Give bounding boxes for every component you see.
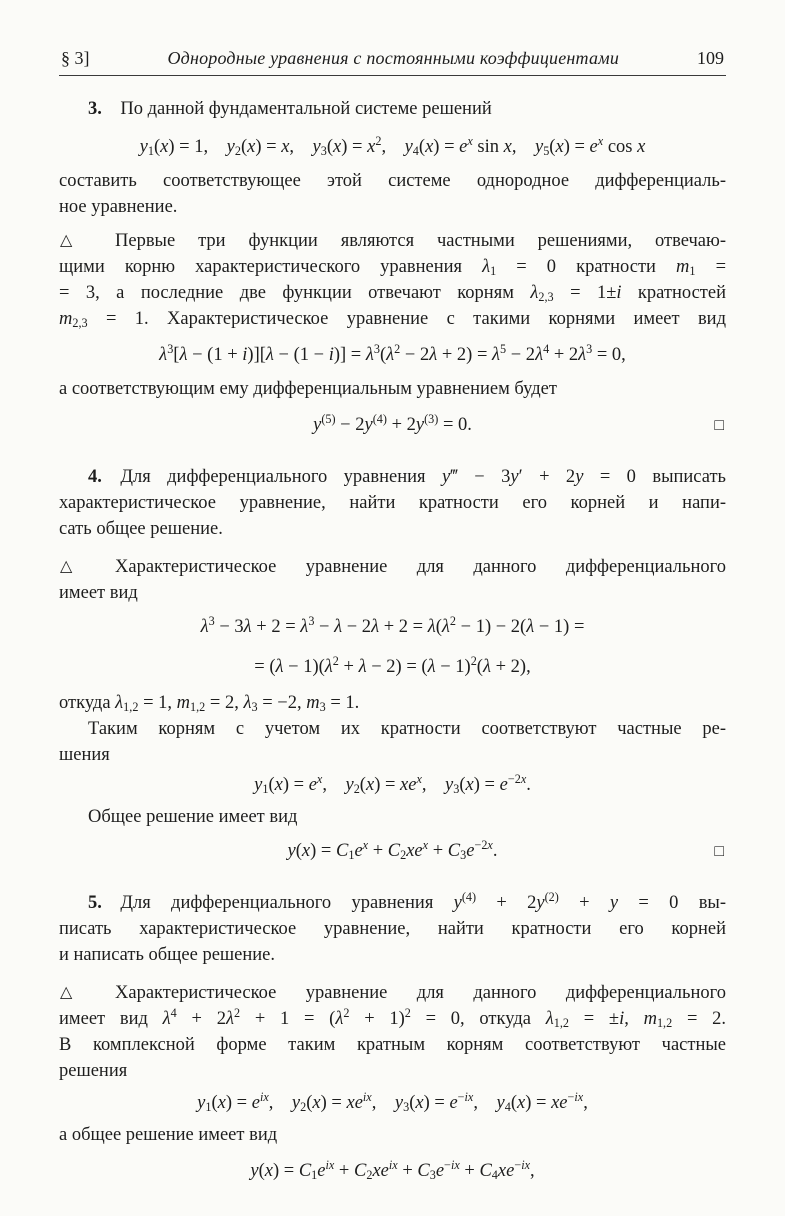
section-mark: § 3] xyxy=(61,48,90,68)
ode-equation-3: $y^{(5)} - 2y^{(4)} + 2y^{(3)} = 0$. xyxy=(313,412,472,435)
solution-start-icon: △ xyxy=(60,232,73,249)
particular-solutions-5: $y_1(x) = e^{ix}$, $y_2(x) = xe^{ix}$, $y_3(x) = e^{-ix}$, $y_4(x) = xe^{-ix}$, xyxy=(197,1090,588,1114)
solution-3-text: Первые три функции являются частными решениями, отвечаю- щими корню характеристического уравнения $\lambda_1 = 0$ кратности $m_1$ = = 3, а последние две функции отвечают корням $\lambda_{2,3} = 1\pm i$ кратностей $m_{2,3} = 1$. Характеристическое уравнение с такими корнями имеет вид xyxy=(59,231,726,330)
characteristic-equation-3: $\lambda^3[\lambda - (1 + i)][\lambda - (1 - i)] = \lambda^3(\lambda^2 - 2\lambda + 2) = \lambda^5 - 2\lambda^4 + 2\lambda^3 = 0$, xyxy=(159,342,626,365)
fundamental-system-equation: $y_1(x) = 1$, $y_2(x) = x$, $y_3(x) = x^2$, $y_4(x) = e^x$ sin x, $y_5(x) = e^x$ cos x xyxy=(139,134,646,158)
formula-fundamental-system xyxy=(59,134,726,160)
solution-4-intro-text: Характеристическое уравнение для данного дифференциального имеет вид xyxy=(59,557,726,603)
qed-icon: □ xyxy=(714,417,724,434)
solution-4-roots xyxy=(59,690,726,716)
solution-5-general-intro-text: а общее решение имеет вид xyxy=(59,1125,278,1145)
page-number: 109 xyxy=(697,48,724,68)
particular-solutions-4: $y_1(x) = e^x$, $y_2(x) = xe^x$, $y_3(x) = e^{-2x}$. xyxy=(254,772,531,796)
problem-3-statement-end xyxy=(59,168,726,220)
formula-characteristic-3 xyxy=(59,342,726,368)
problem-number: 5. xyxy=(88,893,102,913)
solution-start-icon: △ xyxy=(60,984,73,1001)
solution-3-ode-intro xyxy=(59,376,726,402)
formula-char-4-line-2 xyxy=(59,654,726,680)
solution-4-roots-text: откуда $\lambda_{1,2} = 1$, $m_{1,2} = 2$, $\lambda_3 = -2$, $m_3 = 1$. xyxy=(59,693,360,714)
problem-3-statement-text: 3. По данной фундаментальной системе решений xyxy=(88,99,492,119)
solution-3 xyxy=(59,228,726,332)
problem-5-statement-text: 5. Для дифференциального уравнения $y^{(4)} + 2y^{(2)} + y = 0$ вы- писать характеристическое уравнение, найти кратности его корней и написать общее решение. xyxy=(59,890,727,965)
solution-5-general-intro xyxy=(59,1122,726,1148)
characteristic-equation-4-line-2: = $(\lambda - 1)(\lambda^2 + \lambda - 2) = (\lambda - 1)^2(\lambda + 2)$, xyxy=(254,654,531,677)
problem-4-statement xyxy=(59,464,726,542)
qed-icon: □ xyxy=(714,843,724,860)
general-solution-4: $y(x) = C_1e^x + C_2xe^x + C_3e^{-2x}$. xyxy=(287,838,498,862)
problem-number: 4. xyxy=(88,467,102,487)
formula-ode-3 xyxy=(59,412,726,438)
formula-general-4 xyxy=(59,838,726,864)
solution-4-particular-intro xyxy=(59,716,726,768)
solution-5 xyxy=(59,980,726,1084)
problem-5-statement xyxy=(59,890,726,968)
problem-3-statement xyxy=(59,96,726,122)
solution-4-particular-intro-text: Таким корням с учетом их кратности соответствуют частные ре- шения xyxy=(59,719,726,765)
running-title: Однородные уравнения с постоянными коэффициентами xyxy=(167,48,620,68)
solution-4-general-intro-text: Общее решение имеет вид xyxy=(88,807,298,827)
header-rule xyxy=(59,75,726,76)
formula-particular-4 xyxy=(59,772,726,798)
problem-3-statement-end-text: составить соответствующее этой системе однородное дифференциаль- ное уравнение. xyxy=(59,171,726,217)
solution-4-general-intro xyxy=(59,804,726,830)
formula-char-4-line-1 xyxy=(59,614,726,640)
solution-5-text: Характеристическое уравнение для данного дифференциального имеет вид $\lambda^4 + 2\lambda^2 + 1 = (\lambda^2 + 1)^2 = 0$, откуда $\lambda_{1,2} = \pm i$, $m_{1,2} = 2$. В комплексной форме таким кратным корням соответствуют частные решения xyxy=(59,983,727,1081)
page-header xyxy=(59,48,726,75)
solution-4 xyxy=(59,554,726,606)
problem-number: 3. xyxy=(88,99,102,119)
characteristic-equation-4-line-1: $\lambda^3 - 3\lambda + 2 = \lambda^3 - \lambda - 2\lambda + 2 = \lambda(\lambda^2 - 1) - 2(\lambda - 1)$ = xyxy=(200,614,585,637)
solution-3-ode-intro-text: а соответствующим ему дифференциальным уравнением будет xyxy=(59,379,557,399)
problem-4-statement-text: 4. Для дифференциального уравнения y‴ − 3y′ + 2y = 0 выписать характеристическое уравнение, найти кратности его корней и напи- сать общее решение. xyxy=(59,467,726,539)
formula-general-5 xyxy=(59,1158,726,1184)
solution-start-icon: △ xyxy=(60,558,73,575)
general-solution-5: $y(x) = C_1e^{ix} + C_2xe^{ix} + C_3e^{-ix} + C_4xe^{-ix}$, xyxy=(250,1158,535,1182)
formula-particular-5 xyxy=(59,1090,726,1116)
